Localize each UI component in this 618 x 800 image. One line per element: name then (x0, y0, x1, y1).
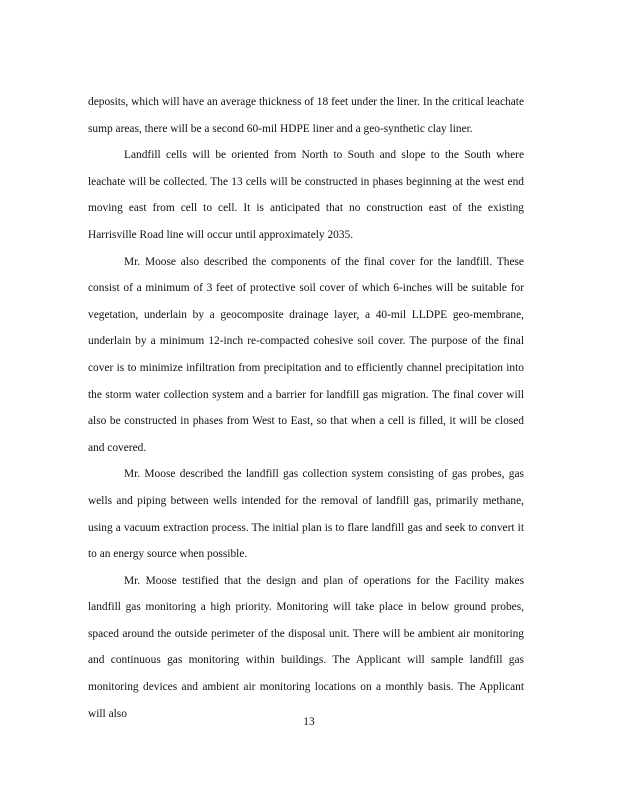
page-number: 13 (303, 716, 315, 728)
body-text (88, 89, 524, 727)
paragraph-continuation: deposits, which will have an average thickness of 18 feet under the liner. In the critical leachate sump areas, there will be a second 60-mil HDPE liner and a geo-synthetic clay liner. (88, 96, 524, 135)
paragraph-final-cover: Mr. Moose also described the components of the final cover for the landfill. These consist of a minimum of 3 feet of protective soil cover of which 6-inches will be suitable for vegetation, underlain by a geocomposite drainage layer, a 40-mil LLDPE geo-membrane, underlain by a minimum 12-inch re-compacted cohesive soil cover. The purpose of the final cover is to minimize infiltration from precipitation and to efficiently channel precipitation into the storm water collection system and a barrier for landfill gas migration. The final cover will also be constructed in phases from West to East, so that when a cell is filled, it will be closed and covered. (88, 255, 524, 454)
paragraph-landfill-cells: Landfill cells will be oriented from North to South and slope to the South where leachate will be collected. The 13 cells will be constructed in phases beginning at the west end moving east from cell to cell. It is anticipated that no construction east of the existing Harrisville Road line will occur until approximately 2035. (88, 149, 524, 241)
paragraph-gas-collection: Mr. Moose described the landfill gas collection system consisting of gas probes, gas wells and piping between wells intended for the removal of landfill gas, primarily methane, using a vacuum extraction process. The initial plan is to flare landfill gas and seek to convert it to an energy source when possible. (88, 468, 524, 561)
paragraph-gas-monitoring: Mr. Moose testified that the design and plan of operations for the Facility makes landfill gas monitoring a high priority. Monitoring will take place in below ground probes, spaced around the outside perimeter of the disposal unit. There will be ambient air monitoring and continuous gas monitoring within buildings. The Applicant will sample landfill gas monitoring devices and ambient air monitoring locations on a monthly basis. The Applicant will also (88, 574, 524, 720)
